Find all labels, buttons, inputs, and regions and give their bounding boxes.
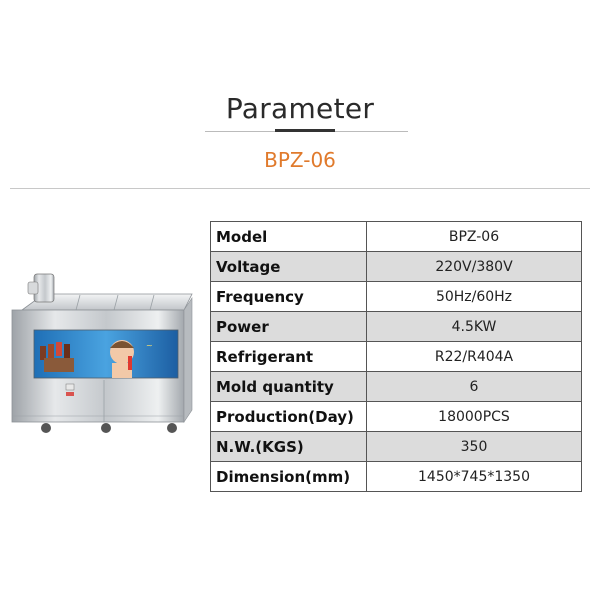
spec-value: 50Hz/60Hz (367, 282, 582, 312)
spec-value: R22/R404A (367, 342, 582, 372)
title-rule-right (335, 131, 408, 132)
table-row (211, 222, 582, 252)
spec-table (210, 221, 582, 492)
spec-value: 18000PCS (367, 402, 582, 432)
spec-value: 1450*745*1350 (367, 462, 582, 492)
spec-value: 220V/380V (367, 252, 582, 282)
spec-label: N.W.(KGS) (211, 432, 367, 462)
page-title: Parameter (225, 92, 375, 125)
spec-value: 4.5KW (367, 312, 582, 342)
table-row (211, 342, 582, 372)
table-row (211, 312, 582, 342)
section-divider (10, 188, 590, 189)
spec-label: Refrigerant (211, 342, 367, 372)
svg-text:~: ~ (146, 341, 153, 350)
table-row (211, 282, 582, 312)
spec-value: 350 (367, 432, 582, 462)
spec-label: Mold quantity (211, 372, 367, 402)
spec-label: Voltage (211, 252, 367, 282)
spec-label: Dimension(mm) (211, 462, 367, 492)
table-row (211, 252, 582, 282)
spec-label: Model (211, 222, 367, 252)
spec-label: Power (211, 312, 367, 342)
table-row (211, 462, 582, 492)
title-rule-left (205, 131, 275, 132)
model-subtitle: BPZ-06 (264, 148, 336, 172)
popsicle-machine-image (8, 268, 198, 438)
spec-value: 6 (367, 372, 582, 402)
spec-label: Production(Day) (211, 402, 367, 432)
table-row (211, 432, 582, 462)
title-rule-accent (275, 129, 335, 132)
spec-value: BPZ-06 (367, 222, 582, 252)
table-row (211, 402, 582, 432)
spec-label: Frequency (211, 282, 367, 312)
table-row (211, 372, 582, 402)
